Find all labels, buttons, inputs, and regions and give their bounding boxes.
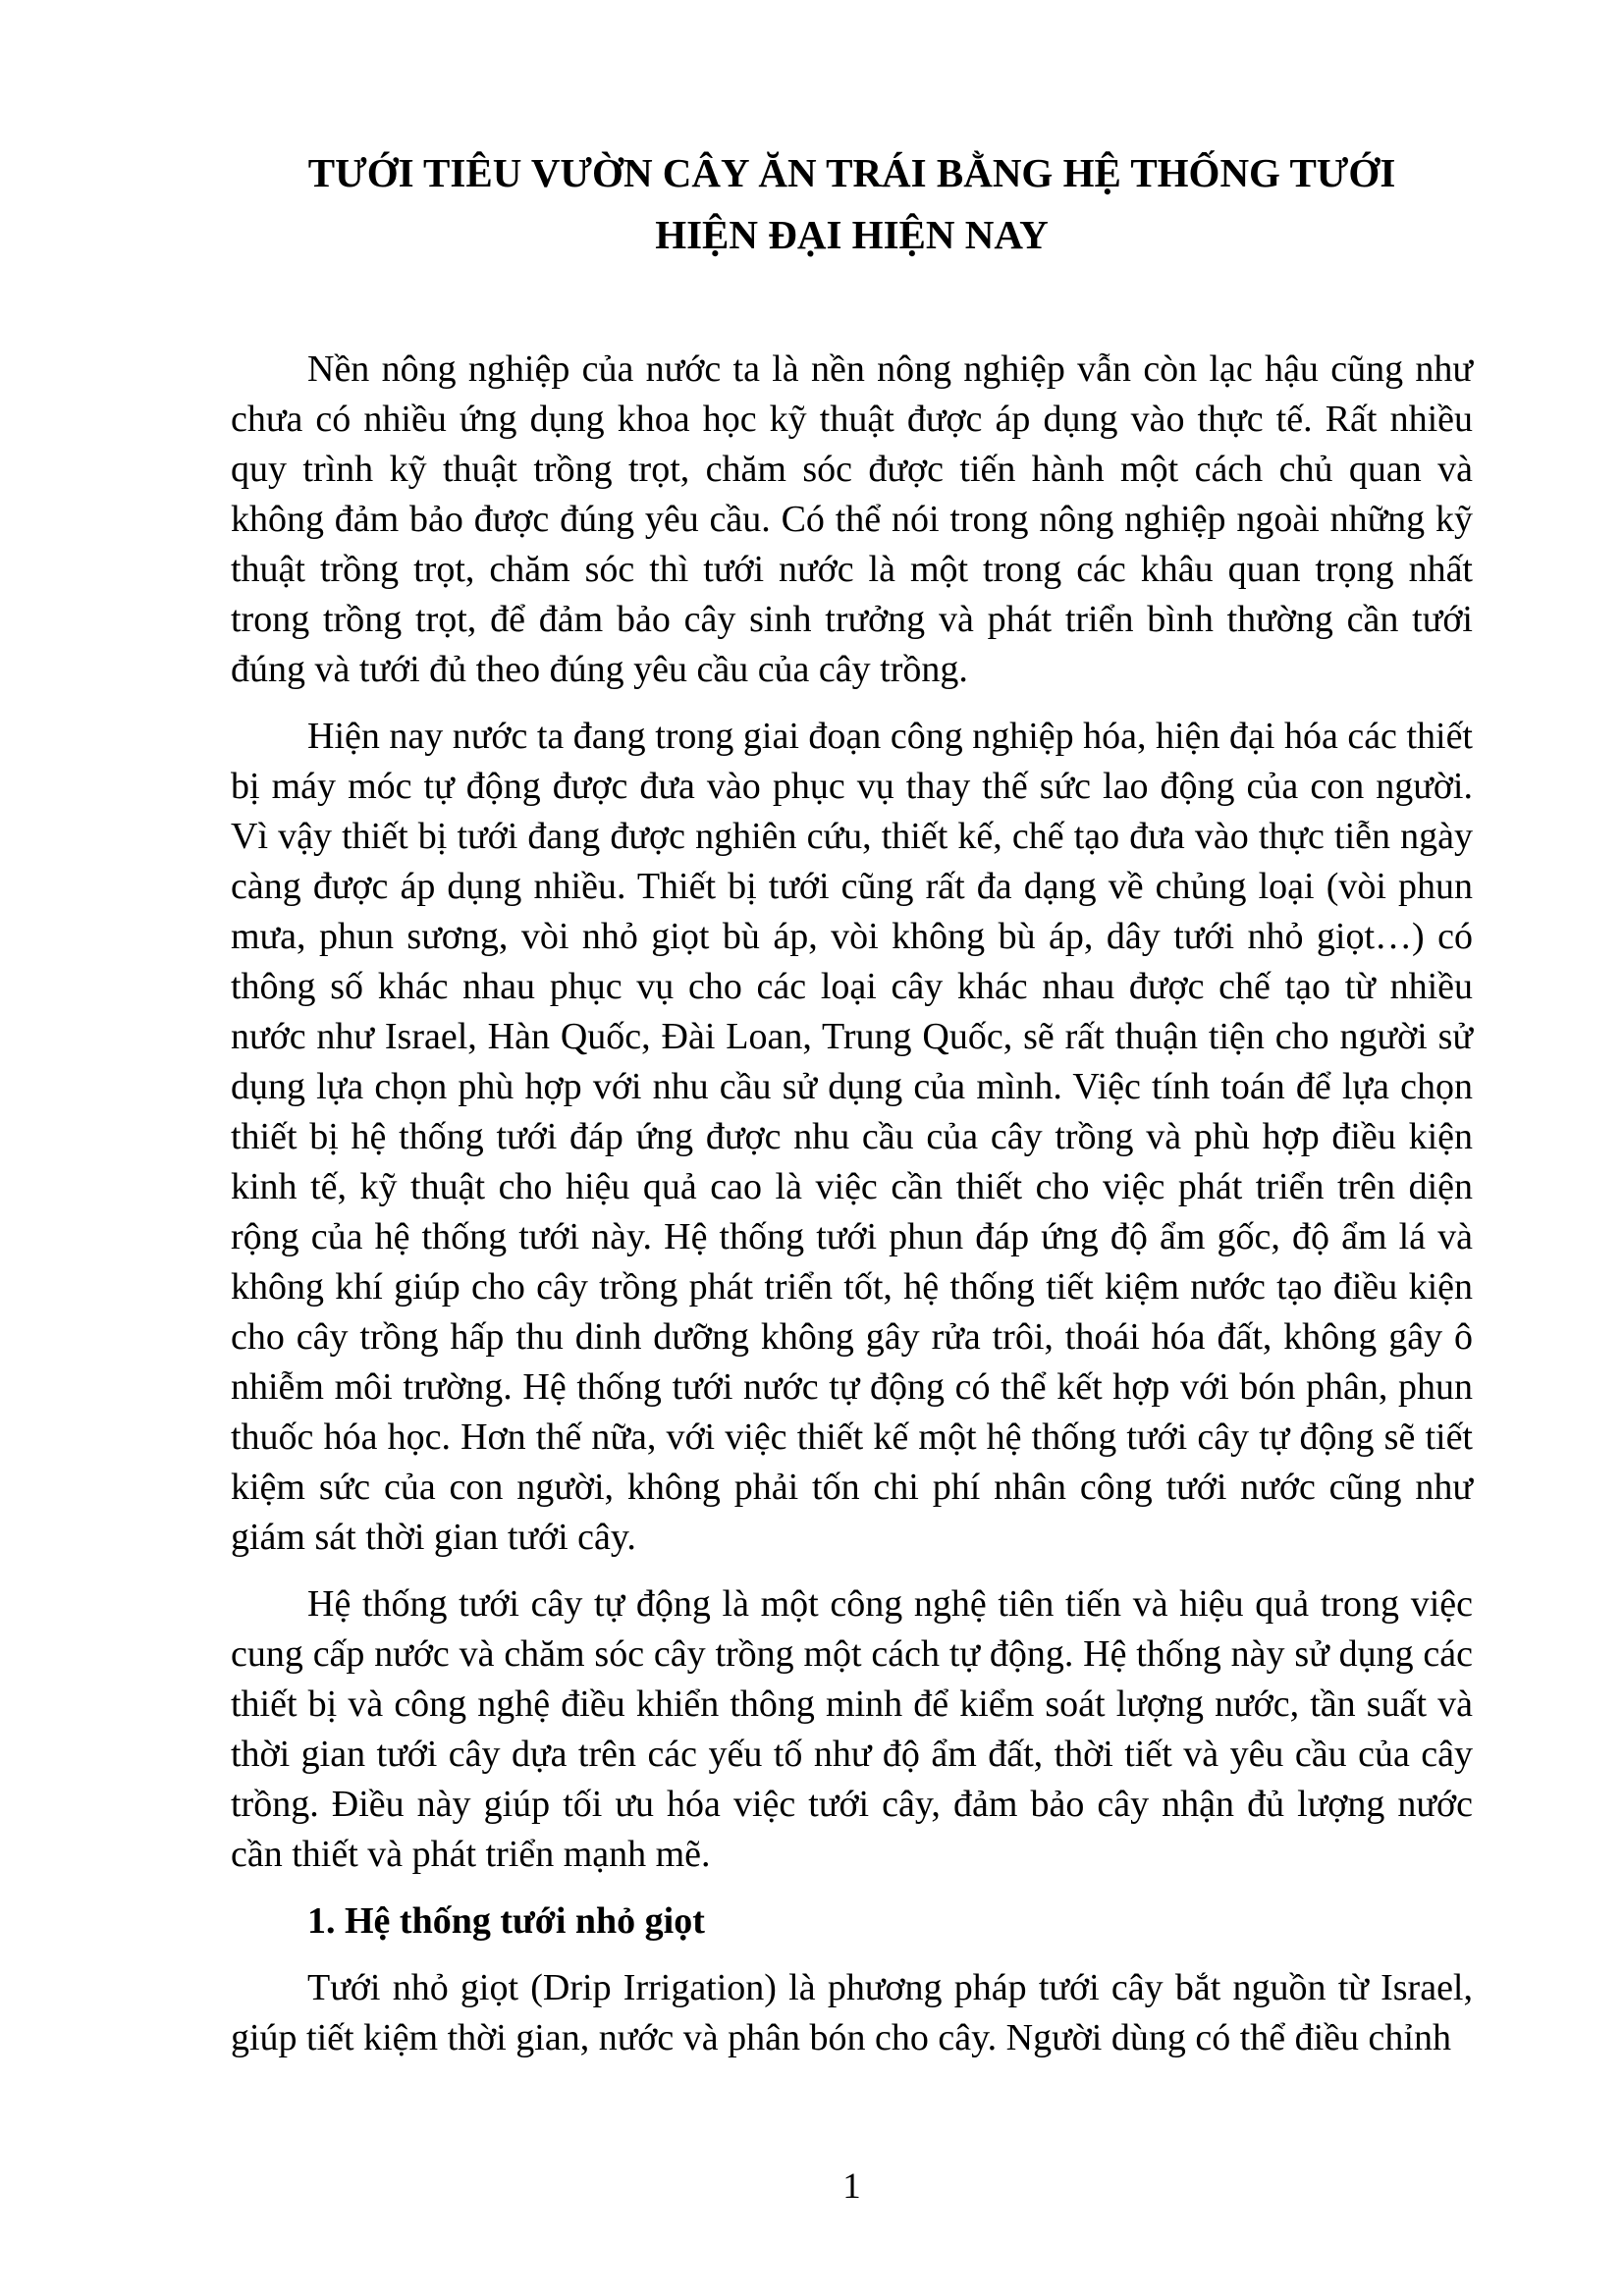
page-footer — [231, 2162, 1473, 2212]
paragraph-list — [231, 345, 1473, 2063]
document-title — [231, 142, 1473, 266]
section-heading: 1. Hệ thống tưới nhỏ giọt — [307, 1900, 705, 1942]
body-paragraph: Hiện nay nước ta đang trong giai đoạn công nghiệp hóa, hiện đại hóa các thiết bị máy móc tự động được đưa vào phục vụ thay thế sức lao động của con người. Vì vậy thiết bị tưới đang được nghiên cứu, thiết kế, chế tạo đưa vào thực tiễn ngày càng được áp dụng nhiều. Thiết bị tưới cũng rất đa dạng về chủng loại (vòi phun mưa, phun sương, vòi nhỏ giọt bù áp, vòi không bù áp, dây tưới nhỏ giọt…) có thông số khác nhau phục vụ cho các loại cây khác nhau được chế tạo từ nhiều nước như Israel, Hàn Quốc, Đài Loan, Trung Quốc, sẽ rất thuận tiện cho người sử dụng lựa chọn phù hợp với nhu cầu sử dụng của mình. Việc tính toán để lựa chọn thiết bị hệ thống tưới đáp ứng được nhu cầu của cây trồng và phù hợp điều kiện kinh tế, kỹ thuật cho hiệu quả cao là việc cần thiết cho việc phát triển trên diện rộng của hệ thống tưới này. Hệ thống tưới phun đáp ứng độ ẩm gốc, độ ẩm lá và không khí giúp cho cây trồng phát triển tốt, hệ thống tiết kiệm nước tạo điều kiện cho cây trồng hấp thu dinh dưỡng không gây rửa trôi, thoái hóa đất, không gây ô nhiễm môi trường. Hệ thống tưới nước tự động có thể kết hợp với bón phân, phun thuốc hóa học. Hơn thế nữa, với việc thiết kế một hệ thống tưới cây tự động sẽ tiết kiệm sức của con người, không phải tốn chi phí nhân công tưới nước cũng như giám sát thời gian tưới cây. — [231, 716, 1473, 1558]
document-title-line-1: TƯỚI TIÊU VƯỜN CÂY ĂN TRÁI BẰNG HỆ THỐNG TƯỚI — [307, 150, 1396, 195]
document-content — [231, 0, 1473, 2080]
body-paragraph: Nền nông nghiệp của nước ta là nền nông nghiệp vẫn còn lạc hậu cũng như chưa có nhiều ứng dụng khoa học kỹ thuật được áp dụng vào thực tế. Rất nhiều quy trình kỹ thuật trồng trọt, chăm sóc được tiến hành một cách chủ quan và không đảm bảo được đúng yêu cầu. Có thể nói trong nông nghiệp ngoài những kỹ thuật trồng trọt, chăm sóc thì tưới nước là một trong các khâu quan trọng nhất trong trồng trọt, để đảm bảo cây sinh trưởng và phát triển bình thường cần tưới đúng và tưới đủ theo đúng yêu cầu của cây trồng. — [231, 348, 1473, 690]
body-paragraph: Tưới nhỏ giọt (Drip Irrigation) là phương pháp tưới cây bắt nguồn từ Israel, giúp tiết kiệm thời gian, nước và phân bón cho cây. Người dùng có thể điều chỉnh — [231, 1967, 1473, 2058]
page-number: 1 — [842, 2166, 861, 2207]
body-paragraph: Hệ thống tưới cây tự động là một công nghệ tiên tiến và hiệu quả trong việc cung cấp nước và chăm sóc cây trồng một cách tự động. Hệ thống này sử dụng các thiết bị và công nghệ điều khiển thông minh để kiểm soát lượng nước, tần suất và thời gian tưới cây dựa trên các yếu tố như độ ẩm đất, thời tiết và yêu cầu của cây trồng. Điều này giúp tối ưu hóa việc tưới cây, đảm bảo cây nhận đủ lượng nước cần thiết và phát triển mạnh mẽ. — [231, 1583, 1473, 1875]
document-title-line-2: HIỆN ĐẠI HIỆN NAY — [655, 212, 1049, 257]
